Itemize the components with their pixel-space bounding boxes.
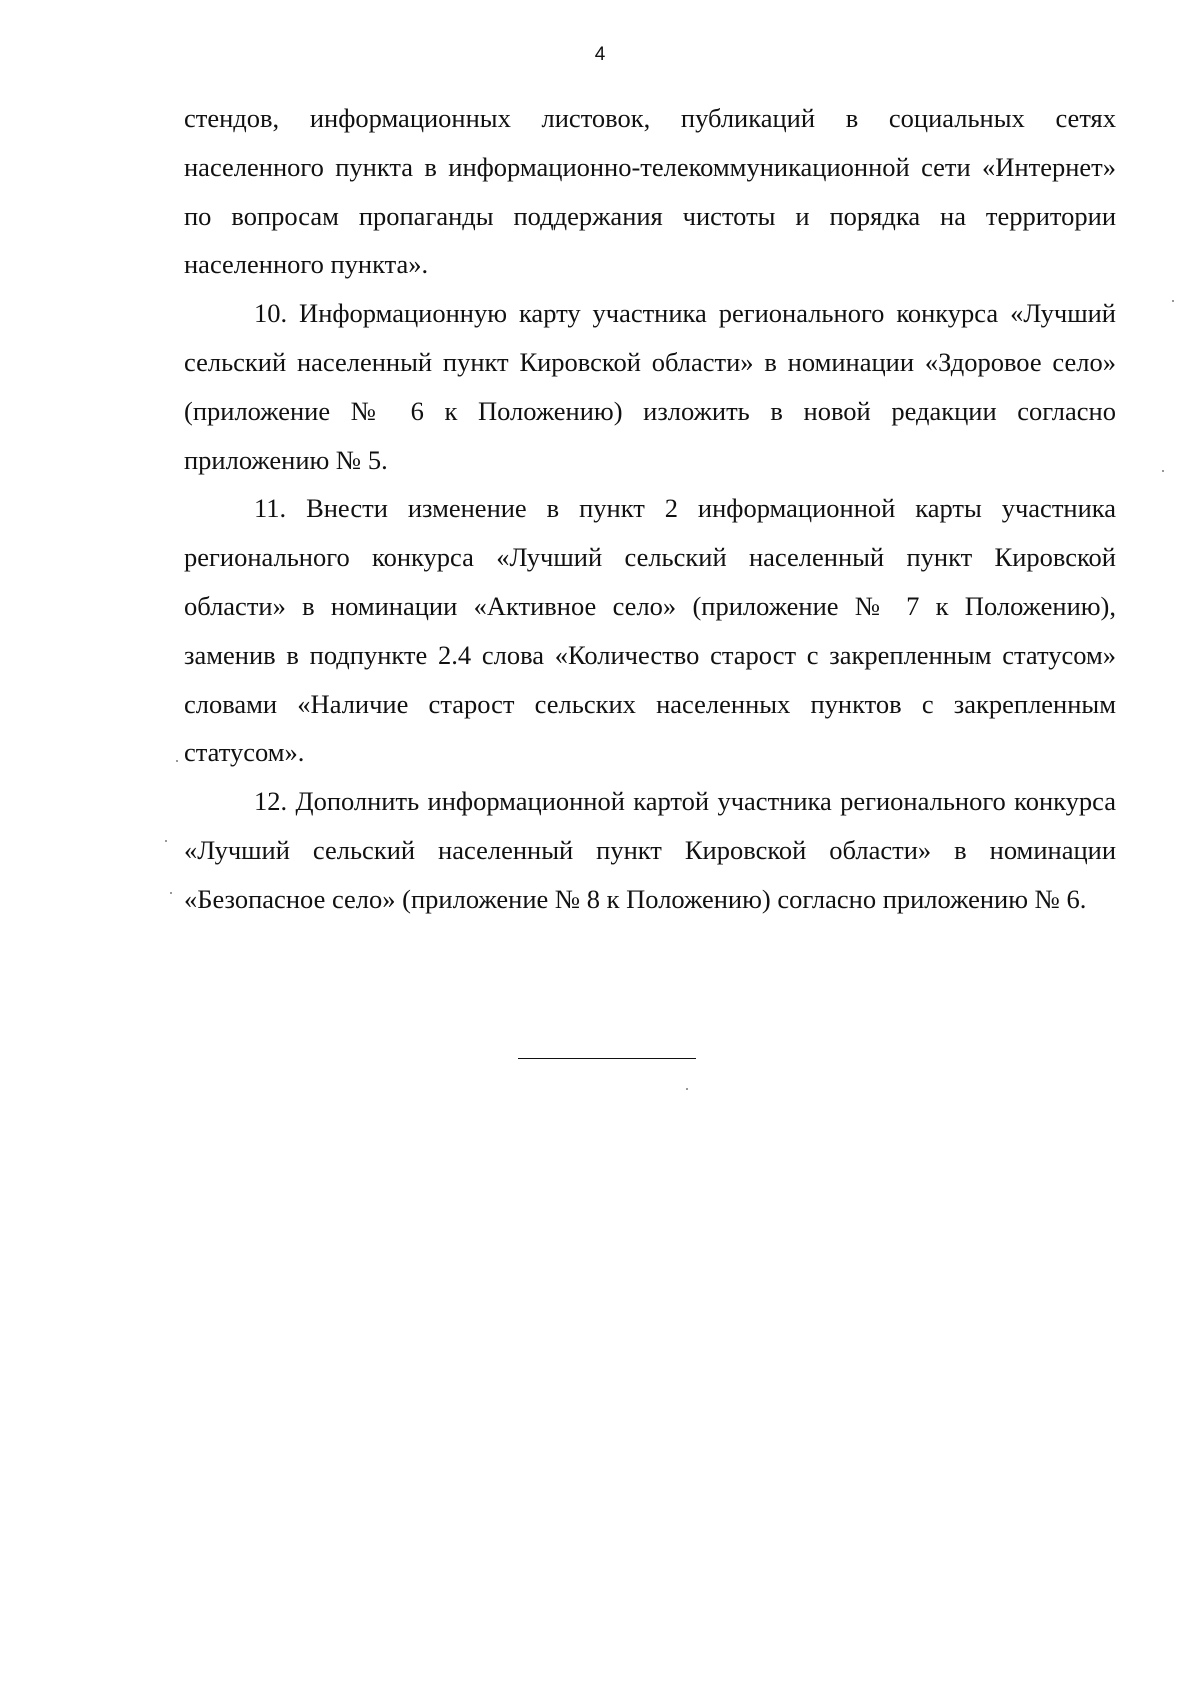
- page-number: 4: [594, 44, 606, 65]
- paragraph-item-12: 12. Дополнить информационной картой участника регионального конкурса «Лучший сельский населенный пункт Кировской области» в номинации «Безопасное село» (приложение № 8 к Положению) согласно приложению № 6.: [184, 786, 1116, 914]
- scan-speck: [1162, 470, 1164, 472]
- paragraph-continuation: стендов, информационных листовок, публикаций в социальных сетях населенного пункта в информационно-телекоммуникационной сети «Интернет» по вопросам пропаганды поддержания чистоты и порядка на территории населенного пункта».: [184, 103, 1116, 280]
- scan-speck: [1172, 300, 1174, 302]
- scan-speck: [176, 760, 178, 762]
- document-body: [184, 94, 1116, 924]
- end-of-text-rule: [518, 1058, 696, 1059]
- scan-speck: [165, 840, 167, 842]
- paragraph-item-11: 11. Внести изменение в пункт 2 информационной карты участника регионального конкурса «Лучший сельский населенный пункт Кировской области» в номинации «Активное село» (приложение № 7 к Положению), заменив в подпункте 2.4 слова «Количество старост с закрепленным статусом» словами «Наличие старост сельских населенных пунктов с закрепленным статусом».: [184, 493, 1116, 768]
- scan-speck: [686, 1088, 688, 1090]
- scan-speck: [170, 892, 172, 894]
- paragraph-item-10: 10. Информационную карту участника регионального конкурса «Лучший сельский населенный пункт Кировской области» в номинации «Здоровое село» (приложение № 6 к Положению) изложить в новой редакции согласно приложению № 5.: [184, 298, 1116, 475]
